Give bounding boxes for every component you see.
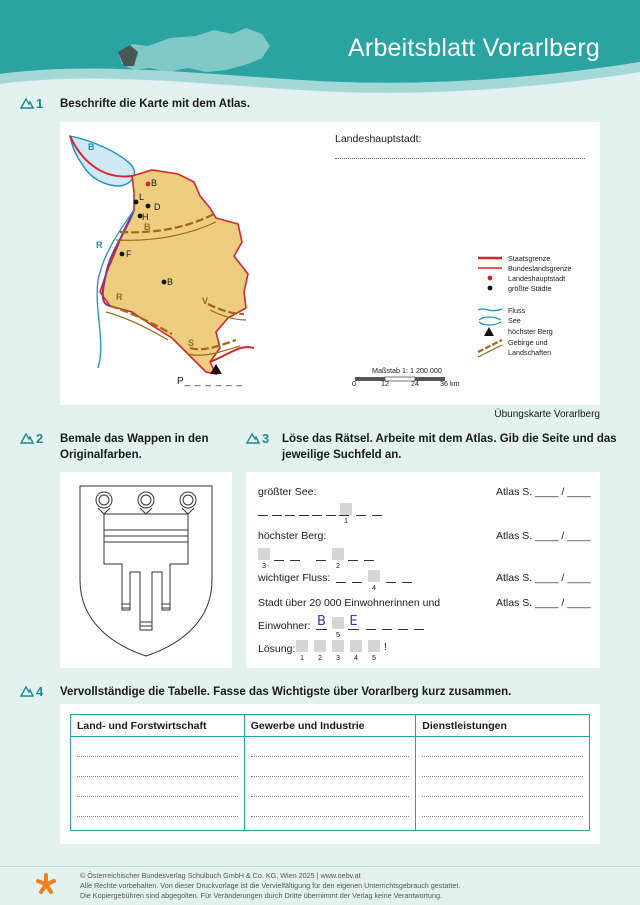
task1-instruction: Beschrifte die Karte mit dem Atlas. — [60, 98, 251, 110]
solution-box[interactable] — [314, 640, 326, 652]
legend-symbols — [476, 254, 508, 362]
map-caption: Übungskarte Vorarlberg — [494, 409, 600, 420]
coat-of-arms-outline[interactable] — [76, 484, 216, 658]
mountain-icon — [20, 432, 34, 444]
map-label-city: F — [126, 249, 132, 259]
task3-number: 3 — [262, 431, 270, 446]
atlas-ref[interactable]: Atlas S. ____ / ____ — [496, 486, 591, 498]
capital-answer-line[interactable] — [335, 158, 585, 159]
box-number: 1 — [344, 516, 348, 525]
map-label-lake: B — [88, 142, 95, 152]
legend-item: See — [508, 316, 521, 325]
map-label-range: B — [144, 222, 151, 232]
footer-copyright: © Österreichischer Bundesverlag Schulbuch GmbH & Co. KG, Wien 2025 | www.oebv.at — [80, 871, 361, 880]
box-number: 2 — [318, 653, 322, 662]
puzzle-label-river: wichtiger Fluss: — [258, 572, 331, 584]
box-number: 3 — [262, 561, 266, 570]
atlas-ref[interactable]: Atlas S. ____ / ____ — [496, 597, 591, 609]
box-number: 3 — [336, 653, 340, 662]
vorarlberg-map — [60, 122, 310, 405]
column-header: Gewerbe und Industrie — [244, 715, 416, 737]
scale-title: Maßstab 1: 1 200 000 — [372, 366, 442, 375]
solution-box[interactable] — [332, 640, 344, 652]
map-label-range: S — [188, 338, 195, 348]
scale-tick: 0 — [352, 379, 356, 388]
column-header: Dienstleistungen — [416, 715, 590, 737]
mountain-icon — [20, 97, 34, 109]
task2-instruction-line1: Bemale das Wappen in den — [60, 433, 209, 445]
table-cell[interactable] — [416, 737, 590, 831]
map-label-range: R — [116, 292, 123, 302]
table-cell[interactable] — [71, 737, 245, 831]
footer-divider — [0, 866, 640, 867]
legend-item: Fluss — [508, 306, 526, 315]
column-header: Land- und Forstwirtschaft — [71, 715, 245, 737]
legend-item: Bundeslandsgrenze — [508, 264, 572, 273]
box-number: 5 — [372, 653, 376, 662]
box-number: 5 — [336, 630, 340, 639]
city-letter: E — [349, 614, 358, 629]
box-number: 4 — [372, 583, 376, 592]
atlas-ref[interactable]: Atlas S. ____ / ____ — [496, 572, 591, 584]
puzzle-label-city-2: Einwohner: — [258, 620, 311, 632]
solution-box[interactable] — [332, 617, 344, 629]
map-label-river: R — [96, 240, 103, 250]
legend-item: Gebirge und — [508, 338, 548, 347]
puzzle-label-city: Stadt über 20 000 Einwohnerinnen und — [258, 597, 441, 609]
task2-number: 2 — [36, 431, 44, 446]
map-label-city: B — [151, 178, 158, 188]
scale-tick: 12 — [381, 379, 389, 388]
table-cell[interactable] — [244, 737, 416, 831]
task3-instruction-line2: jeweilige Suchfeld an. — [282, 449, 402, 461]
box-number: 2 — [336, 561, 340, 570]
task4-instruction: Vervollständige die Tabelle. Fasse das Wichtigste über Vorarlberg kurz zusammen. — [60, 686, 512, 698]
footer-rights: Alle Rechte vorbehalten. Von dieser Druckvorlage ist die Vervielfältigung für den eigenen Unterrichtsgebrauch gestattet. — [80, 881, 461, 890]
legend-item: größte Städte — [508, 284, 552, 293]
legend-item: Landschaften — [508, 348, 552, 357]
task2-instruction-line2: Originalfarben. — [60, 449, 142, 461]
legend-item: Staatsgrenze — [508, 254, 551, 263]
puzzle-label-peak: höchster Berg: — [258, 530, 327, 542]
mountain-icon — [246, 432, 260, 444]
map-label-city: H — [142, 212, 149, 222]
solution-box[interactable] — [368, 570, 380, 582]
atlas-ref[interactable]: Atlas S. ____ / ____ — [496, 530, 591, 542]
solution-end: ! — [384, 641, 387, 653]
footer-fees: Die Kopiergebühren sind abgegolten. Für Veränderungen durch Dritte übernimmt der Verlag keine Verantwortung. — [80, 891, 442, 900]
solution-box[interactable] — [368, 640, 380, 652]
capital-label: Landeshauptstadt: — [335, 133, 422, 145]
task4-number: 4 — [36, 684, 44, 699]
legend-item: Landeshauptstadt — [508, 274, 566, 283]
map-label-peak: P_ _ _ _ _ _ — [177, 376, 243, 387]
box-number: 1 — [300, 653, 304, 662]
solution-box[interactable] — [296, 640, 308, 652]
publisher-logo-icon — [34, 872, 58, 896]
map-label-range: V — [202, 296, 209, 306]
map-label-city: B — [167, 277, 174, 287]
task1-number: 1 — [36, 96, 44, 111]
solution-box[interactable] — [340, 503, 352, 515]
scale-tick: 36 km — [440, 379, 460, 388]
map-label-city: L — [139, 192, 145, 202]
solution-box[interactable] — [258, 548, 270, 560]
city-letter: B — [317, 614, 326, 629]
task3-instruction-line1: Löse das Rätsel. Arbeite mit dem Atlas. Gib die Seite und das — [282, 433, 617, 445]
lake-answer-blanks[interactable] — [258, 508, 349, 518]
map-label-city: D — [154, 202, 161, 212]
summary-table — [70, 714, 590, 831]
page-title: Arbeitsblatt Vorarlberg — [348, 34, 600, 62]
scale-tick: 24 — [411, 379, 419, 388]
mountain-icon — [20, 685, 34, 697]
puzzle-card — [246, 472, 600, 668]
solution-box[interactable] — [332, 548, 344, 560]
puzzle-label-lake: größter See: — [258, 486, 317, 498]
box-number: 4 — [354, 653, 358, 662]
legend-item: höchster Berg — [508, 327, 553, 336]
solution-box[interactable] — [350, 640, 362, 652]
puzzle-label-solution: Lösung: — [258, 643, 296, 655]
capital-dot — [146, 182, 151, 187]
